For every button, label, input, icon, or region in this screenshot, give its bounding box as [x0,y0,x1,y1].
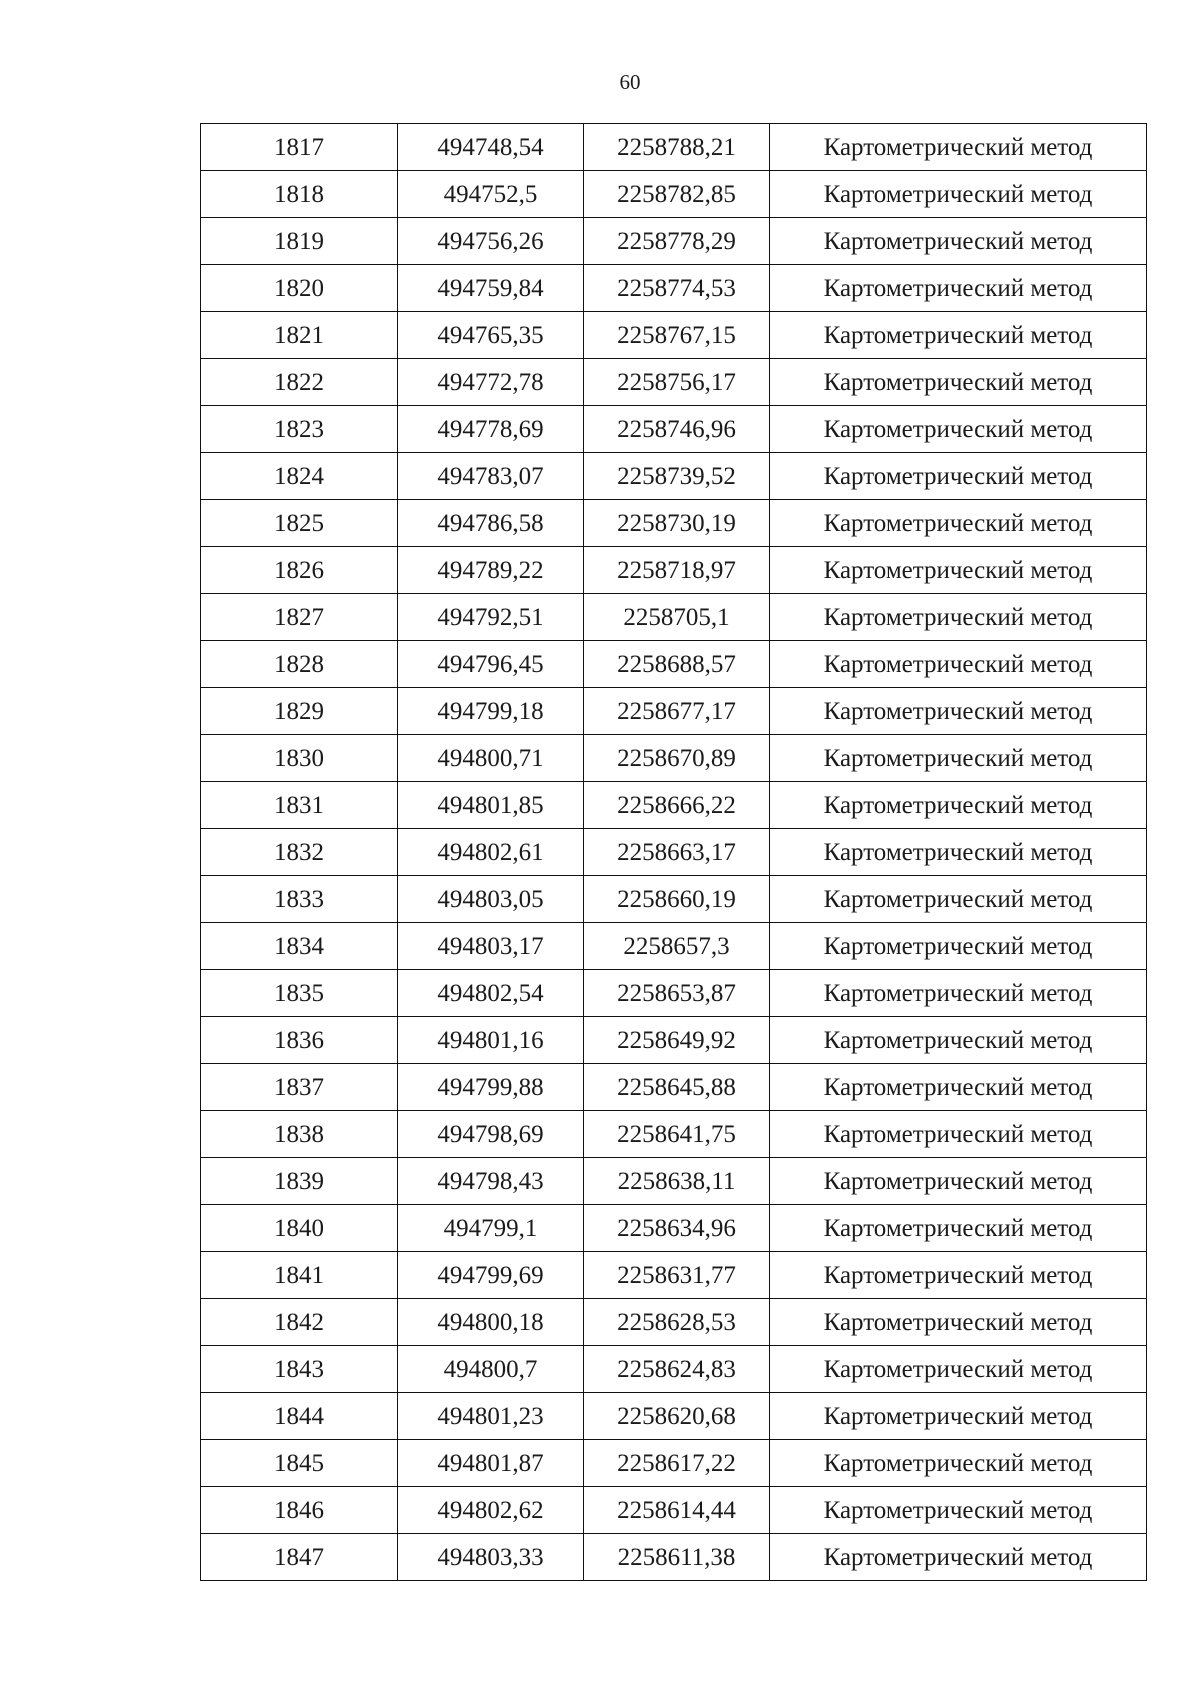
point-number-cell: 1828 [201,641,398,688]
table-row [201,1158,1147,1205]
y-coordinate-cell: 2258688,57 [584,641,770,688]
point-number-cell: 1832 [201,829,398,876]
page-number: 60 [619,70,641,94]
point-number-cell: 1837 [201,1064,398,1111]
x-coordinate-cell: 494799,1 [398,1205,584,1252]
x-coordinate-cell: 494756,26 [398,218,584,265]
y-coordinate-cell: 2258649,92 [584,1017,770,1064]
x-coordinate-cell: 494799,18 [398,688,584,735]
point-number-cell: 1835 [201,970,398,1017]
method-cell: Картометрический метод [770,1534,1147,1581]
table-row [201,782,1147,829]
method-cell: Картометрический метод [770,735,1147,782]
x-coordinate-cell: 494789,22 [398,547,584,594]
x-coordinate-cell: 494800,71 [398,735,584,782]
table-row [201,171,1147,218]
y-coordinate-cell: 2258666,22 [584,782,770,829]
x-coordinate-cell: 494752,5 [398,171,584,218]
method-cell: Картометрический метод [770,124,1147,171]
y-coordinate-cell: 2258778,29 [584,218,770,265]
table-row [201,688,1147,735]
method-cell: Картометрический метод [770,1111,1147,1158]
method-cell: Картометрический метод [770,594,1147,641]
y-coordinate-cell: 2258624,83 [584,1346,770,1393]
y-coordinate-cell: 2258628,53 [584,1299,770,1346]
table-row [201,1487,1147,1534]
method-cell: Картометрический метод [770,1205,1147,1252]
x-coordinate-cell: 494778,69 [398,406,584,453]
point-number-cell: 1822 [201,359,398,406]
table-row [201,970,1147,1017]
point-number-cell: 1817 [201,124,398,171]
table-row [201,1252,1147,1299]
y-coordinate-cell: 2258611,38 [584,1534,770,1581]
point-number-cell: 1841 [201,1252,398,1299]
table-row [201,547,1147,594]
y-coordinate-cell: 2258620,68 [584,1393,770,1440]
table-row [201,1205,1147,1252]
method-cell: Картометрический метод [770,1346,1147,1393]
y-coordinate-cell: 2258730,19 [584,500,770,547]
x-coordinate-cell: 494803,17 [398,923,584,970]
method-cell: Картометрический метод [770,1017,1147,1064]
point-number-cell: 1843 [201,1346,398,1393]
x-coordinate-cell: 494786,58 [398,500,584,547]
point-number-cell: 1840 [201,1205,398,1252]
method-cell: Картометрический метод [770,1299,1147,1346]
point-number-cell: 1819 [201,218,398,265]
x-coordinate-cell: 494783,07 [398,453,584,500]
point-number-cell: 1818 [201,171,398,218]
table-row [201,1534,1147,1581]
coordinates-table [200,123,1147,1581]
x-coordinate-cell: 494802,62 [398,1487,584,1534]
x-coordinate-cell: 494799,88 [398,1064,584,1111]
table-row [201,124,1147,171]
point-number-cell: 1842 [201,1299,398,1346]
method-cell: Картометрический метод [770,1252,1147,1299]
coordinates-table-body [201,124,1147,1581]
y-coordinate-cell: 2258645,88 [584,1064,770,1111]
point-number-cell: 1820 [201,265,398,312]
point-number-cell: 1846 [201,1487,398,1534]
y-coordinate-cell: 2258767,15 [584,312,770,359]
method-cell: Картометрический метод [770,1064,1147,1111]
x-coordinate-cell: 494802,61 [398,829,584,876]
point-number-cell: 1824 [201,453,398,500]
point-number-cell: 1829 [201,688,398,735]
x-coordinate-cell: 494772,78 [398,359,584,406]
method-cell: Картометрический метод [770,923,1147,970]
point-number-cell: 1844 [201,1393,398,1440]
method-cell: Картометрический метод [770,1440,1147,1487]
y-coordinate-cell: 2258782,85 [584,171,770,218]
table-row [201,1393,1147,1440]
method-cell: Картометрический метод [770,1487,1147,1534]
method-cell: Картометрический метод [770,1393,1147,1440]
table-row [201,1017,1147,1064]
x-coordinate-cell: 494796,45 [398,641,584,688]
method-cell: Картометрический метод [770,1158,1147,1205]
y-coordinate-cell: 2258677,17 [584,688,770,735]
table-row [201,312,1147,359]
y-coordinate-cell: 2258774,53 [584,265,770,312]
table-row [201,359,1147,406]
method-cell: Картометрический метод [770,500,1147,547]
y-coordinate-cell: 2258788,21 [584,124,770,171]
method-cell: Картометрический метод [770,312,1147,359]
point-number-cell: 1839 [201,1158,398,1205]
y-coordinate-cell: 2258705,1 [584,594,770,641]
y-coordinate-cell: 2258653,87 [584,970,770,1017]
table-row [201,265,1147,312]
point-number-cell: 1823 [201,406,398,453]
point-number-cell: 1833 [201,876,398,923]
point-number-cell: 1830 [201,735,398,782]
method-cell: Картометрический метод [770,547,1147,594]
point-number-cell: 1831 [201,782,398,829]
point-number-cell: 1821 [201,312,398,359]
method-cell: Картометрический метод [770,876,1147,923]
method-cell: Картометрический метод [770,171,1147,218]
y-coordinate-cell: 2258631,77 [584,1252,770,1299]
y-coordinate-cell: 2258663,17 [584,829,770,876]
table-row [201,1111,1147,1158]
y-coordinate-cell: 2258739,52 [584,453,770,500]
table-row [201,641,1147,688]
table-row [201,1346,1147,1393]
x-coordinate-cell: 494798,69 [398,1111,584,1158]
x-coordinate-cell: 494800,7 [398,1346,584,1393]
x-coordinate-cell: 494801,85 [398,782,584,829]
table-row [201,453,1147,500]
y-coordinate-cell: 2258638,11 [584,1158,770,1205]
method-cell: Картометрический метод [770,641,1147,688]
y-coordinate-cell: 2258617,22 [584,1440,770,1487]
method-cell: Картометрический метод [770,406,1147,453]
x-coordinate-cell: 494759,84 [398,265,584,312]
table-row [201,1299,1147,1346]
point-number-cell: 1834 [201,923,398,970]
x-coordinate-cell: 494801,87 [398,1440,584,1487]
point-number-cell: 1836 [201,1017,398,1064]
y-coordinate-cell: 2258634,96 [584,1205,770,1252]
x-coordinate-cell: 494799,69 [398,1252,584,1299]
method-cell: Картометрический метод [770,218,1147,265]
method-cell: Картометрический метод [770,265,1147,312]
table-row [201,218,1147,265]
table-row [201,829,1147,876]
x-coordinate-cell: 494800,18 [398,1299,584,1346]
y-coordinate-cell: 2258718,97 [584,547,770,594]
table-row [201,876,1147,923]
method-cell: Картометрический метод [770,359,1147,406]
method-cell: Картометрический метод [770,688,1147,735]
x-coordinate-cell: 494765,35 [398,312,584,359]
x-coordinate-cell: 494748,54 [398,124,584,171]
table-row [201,406,1147,453]
point-number-cell: 1838 [201,1111,398,1158]
x-coordinate-cell: 494798,43 [398,1158,584,1205]
x-coordinate-cell: 494803,05 [398,876,584,923]
table-row [201,923,1147,970]
method-cell: Картометрический метод [770,829,1147,876]
x-coordinate-cell: 494801,23 [398,1393,584,1440]
y-coordinate-cell: 2258660,19 [584,876,770,923]
x-coordinate-cell: 494792,51 [398,594,584,641]
point-number-cell: 1845 [201,1440,398,1487]
method-cell: Картометрический метод [770,453,1147,500]
point-number-cell: 1825 [201,500,398,547]
table-row [201,735,1147,782]
y-coordinate-cell: 2258670,89 [584,735,770,782]
y-coordinate-cell: 2258756,17 [584,359,770,406]
x-coordinate-cell: 494801,16 [398,1017,584,1064]
point-number-cell: 1826 [201,547,398,594]
table-row [201,1064,1147,1111]
y-coordinate-cell: 2258746,96 [584,406,770,453]
x-coordinate-cell: 494802,54 [398,970,584,1017]
table-row [201,1440,1147,1487]
table-row [201,594,1147,641]
x-coordinate-cell: 494803,33 [398,1534,584,1581]
method-cell: Картометрический метод [770,970,1147,1017]
point-number-cell: 1847 [201,1534,398,1581]
y-coordinate-cell: 2258657,3 [584,923,770,970]
method-cell: Картометрический метод [770,782,1147,829]
y-coordinate-cell: 2258641,75 [584,1111,770,1158]
point-number-cell: 1827 [201,594,398,641]
y-coordinate-cell: 2258614,44 [584,1487,770,1534]
table-row [201,500,1147,547]
